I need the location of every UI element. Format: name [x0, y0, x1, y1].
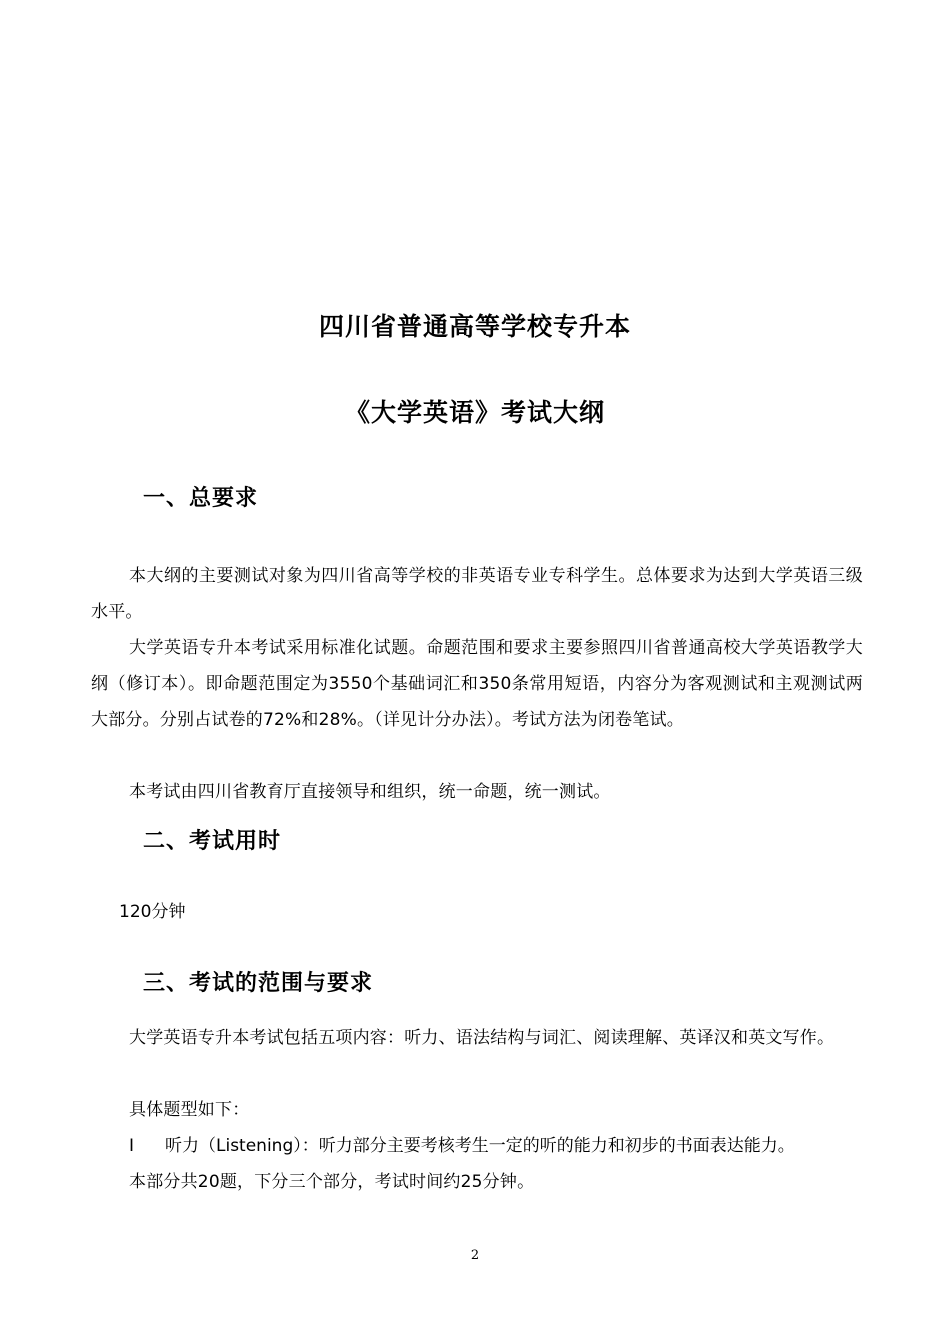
exam-duration-text: 120分钟 [119, 902, 186, 922]
section2-heading: 二、考试用时 [143, 829, 282, 854]
listening-item-continuation: 本部分共20题，下分三个部分，考试时间约25分钟。 [129, 1172, 535, 1192]
section1-paragraph-2: 大学英语专升本考试采用标准化试题。命题范围和要求主要参照四川省普通高校大学英语教学大纲（修订本）。即命题范围定为3550个基础词汇和350条常用短语，内容分为客观测试和主观测试两大部分。分别占试卷的72%和28%。（详见计分办法）。考试方法为闭卷笔试。 [91, 638, 863, 730]
page-number: 2 [470, 1248, 480, 1263]
section3-paragraph-2: 具体题型如下： [129, 1100, 250, 1120]
document-title-line2: 《大学英语》考试大纲 [344, 398, 605, 427]
section3-heading: 三、考试的范围与要求 [143, 971, 374, 996]
listening-item [129, 1128, 795, 1164]
section1-heading: 一、总要求 [143, 486, 259, 511]
section1-paragraph-1: 本大纲的主要测试对象为四川省高等学校的非英语专业专科学生。总体要求为达到大学英语三级水平。 [91, 566, 863, 622]
section1-paragraph-3: 本考试由四川省教育厅直接领导和组织，统一命题，统一测试。 [129, 782, 611, 802]
section3-paragraph-1: 大学英语专升本考试包括五项内容：听力、语法结构与词汇、阅读理解、英译汉和英文写作。 [129, 1028, 835, 1048]
listening-item-text: 听力（Listening）：听力部分主要考核考生一定的听的能力和初步的书面表达能力。 [165, 1136, 795, 1156]
document-title-line1: 四川省普通高等学校专升本 [318, 312, 631, 341]
listening-item-numeral: I [129, 1136, 135, 1156]
